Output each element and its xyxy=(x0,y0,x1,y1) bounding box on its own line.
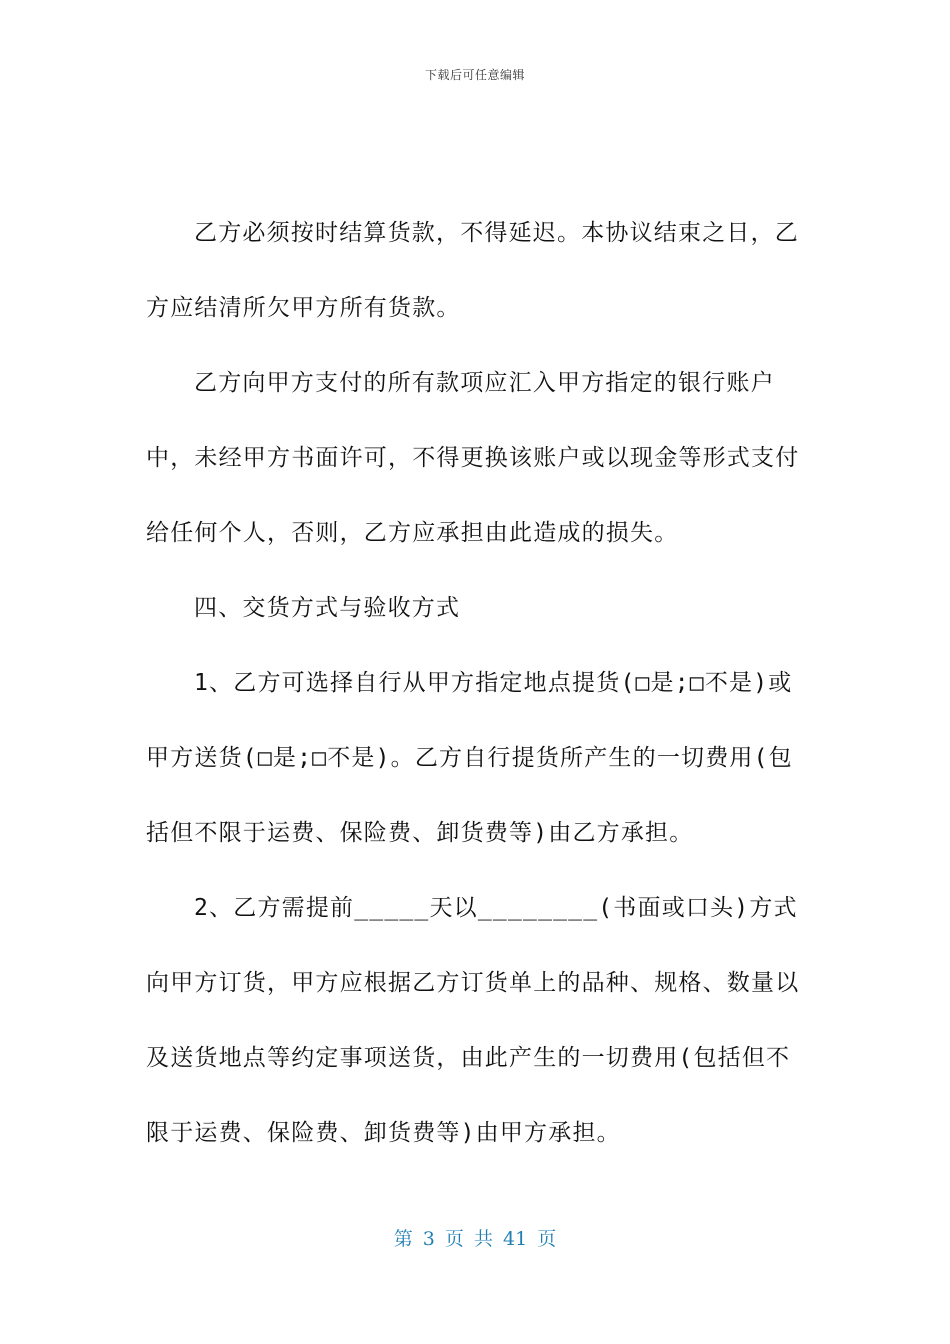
paragraph-delivery-option: 1、乙方可选择自行从甲方指定地点提货(□是;□不是)或甲方送货(□是;□不是)。乙方自行提货所产生的一切费用(包括但不限于运费、保险费、卸货费等)由乙方承担。 xyxy=(146,670,793,846)
document-body xyxy=(146,196,804,1171)
paragraph-payment-settlement: 乙方必须按时结算货款，不得延迟。本协议结束之日，乙方应结清所欠甲方所有货款。 xyxy=(146,220,799,321)
paragraph-ordering: 2、乙方需提前_____天以________(书面或口头)方式向甲方订货，甲方应根据乙方订货单上的品种、规格、数量以及送货地点等约定事项送货，由此产生的一切费用(包括但不限于运费、保险费、卸货费等)由甲方承担。 xyxy=(146,895,800,1146)
page-number-footer: 第 3 页 共 41 页 xyxy=(393,1228,557,1250)
section-heading-delivery: 四、交货方式与验收方式 xyxy=(194,595,461,621)
page-header: 下载后可任意编辑 xyxy=(424,68,525,82)
paragraph-bank-account: 乙方向甲方支付的所有款项应汇入甲方指定的银行账户中，未经甲方书面许可，不得更换该账户或以现金等形式支付给任何个人，否则，乙方应承担由此造成的损失。 xyxy=(146,370,800,546)
